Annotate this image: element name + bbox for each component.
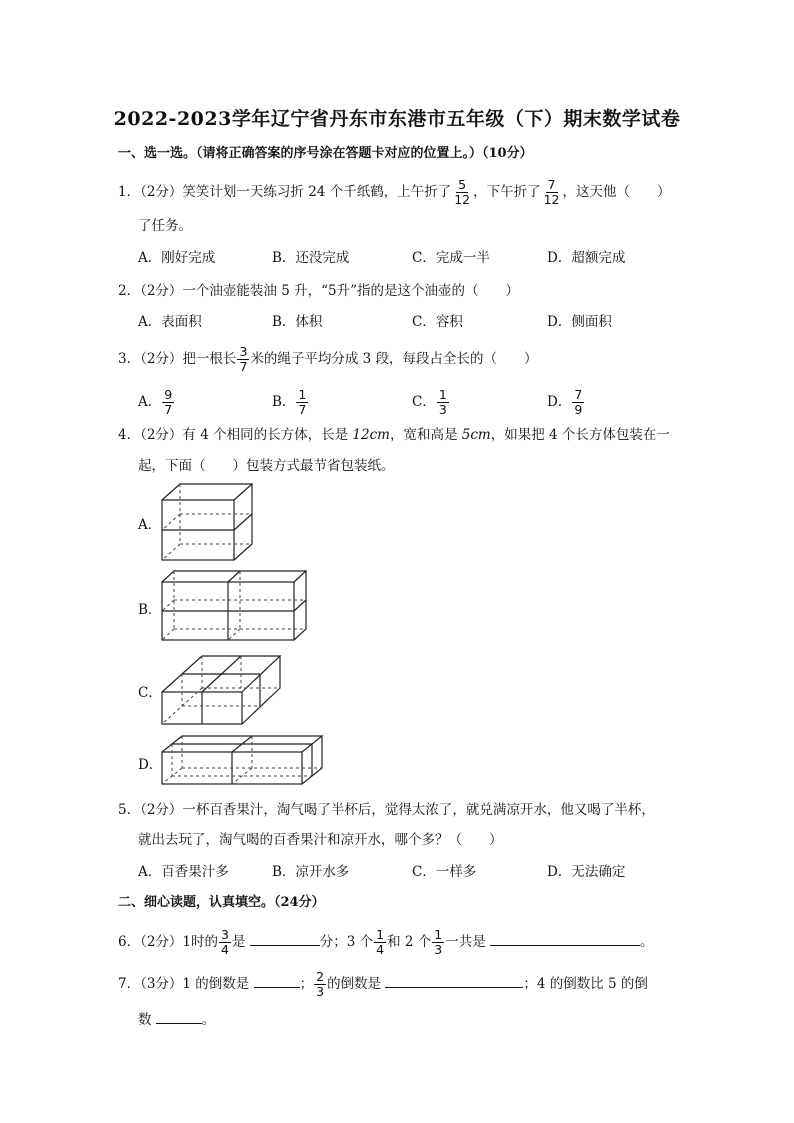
q1-option-d[interactable]: D．超额完成	[547, 250, 626, 266]
q7-answer-blank-1[interactable]	[254, 973, 300, 988]
q5-option-c[interactable]: C．一样多	[412, 864, 477, 880]
q1-text-mid: ，下午折了	[473, 184, 541, 200]
q4-option-a-figure	[160, 480, 256, 564]
q3-option-a[interactable]: A． $\frac{9}{7}$	[138, 387, 173, 417]
q3-option-b-fraction: $\frac{1}{7}$	[298, 387, 307, 417]
q2-option-a[interactable]: A．表面积	[138, 314, 202, 330]
question-5-line-1: 5．（2分）一杯百香果汁，淘气喝了半杯后，觉得太浓了，就兑满凉开水，他又喝了半杯，	[118, 802, 655, 818]
q4-option-d-label[interactable]: D．	[138, 757, 163, 773]
question-7: 7．（3分）1 的倒数是 ； $\frac{2}{3}$ 的倒数是 ；4 的倒数比 5 的倒	[118, 969, 648, 999]
q3-option-c-fraction: $\frac{1}{3}$	[438, 387, 447, 417]
q3-text-post: 米的绳子平均分成 3 段，每段占全长的（ ）	[250, 351, 538, 367]
q1-text-pre: 1．（2分）笑笑计划一天练习折 24 个千纸鹤，上午折了	[118, 184, 452, 200]
question-2: 2．（2分）一个油壶能装油 5 升，“5升”指的是这个油壶的（ ）	[118, 283, 519, 299]
q4-option-b-label[interactable]: B．	[138, 602, 162, 618]
q4-option-d-figure	[160, 734, 324, 788]
q2-option-b[interactable]: B．体积	[272, 314, 323, 330]
question-4: 4．（2分）有 4 个相同的长方体，长是 12cm，宽和高是 5cm，如果把 4 个长方体包装在一	[118, 427, 670, 443]
q7-fraction: $\frac{2}{3}$	[316, 969, 325, 999]
question-5-line-2: 就出去玩了，淘气喝的百香果汁和凉开水，哪个多？（ ）	[138, 832, 503, 848]
q1-fraction-2: $\frac{7}{12}$	[543, 177, 560, 207]
q1-option-b[interactable]: B．还没完成	[272, 250, 350, 266]
q6-fraction-1: $\frac{3}{4}$	[221, 927, 229, 957]
q3-text-pre: 3．（2分）把一根长	[118, 351, 237, 367]
question-1	[118, 178, 671, 207]
question-6: 6．（2分）1时的 $\frac{3}{4}$ 是 分；3 个 $\frac{1}{4}$ 和 2 个 $\frac{1}{3}$ 一共是 。	[118, 927, 654, 957]
q2-option-c[interactable]: C．容积	[412, 314, 463, 330]
q4-line-2: 起，下面（ ）包装方式最节省包装纸。	[138, 458, 395, 474]
q6-answer-blank-2[interactable]	[490, 931, 640, 946]
q3-option-a-fraction: $\frac{9}{7}$	[164, 387, 173, 417]
q7-line-2: 数 。	[138, 1009, 215, 1030]
q1-text-post: ，这天他（ ）	[562, 184, 671, 200]
q3-option-b[interactable]: B． $\frac{1}{7}$	[272, 387, 307, 417]
q5-option-b[interactable]: B．凉开水多	[272, 864, 350, 880]
q2-option-d[interactable]: D．侧面积	[547, 314, 612, 330]
q3-option-d-fraction: $\frac{7}{9}$	[574, 387, 583, 417]
section-1-heading: 一、选一选。（请将正确答案的序号涂在答题卡对应的位置上。）（10分）	[118, 146, 533, 161]
q7-answer-blank-2[interactable]	[385, 973, 523, 988]
q5-option-a[interactable]: A．百香果汁多	[138, 864, 229, 880]
q4-option-c-figure	[160, 652, 282, 728]
question-3	[118, 345, 538, 374]
q1-option-c[interactable]: C．完成一半	[412, 250, 490, 266]
exam-title: 2022-2023学年辽宁省丹东市东港市五年级（下）期末数学试卷	[113, 108, 681, 130]
q3-option-d[interactable]: D． $\frac{7}{9}$	[547, 387, 583, 417]
q4-option-b-figure	[160, 568, 310, 644]
q4-option-a-label[interactable]: A．	[138, 517, 162, 533]
q6-fraction-2: $\frac{1}{4}$	[376, 927, 385, 957]
q4-length-value: 12cm	[352, 427, 390, 443]
q6-fraction-3: $\frac{1}{3}$	[434, 927, 443, 957]
q7-answer-blank-3[interactable]	[156, 1009, 202, 1024]
q1-fraction-1: $\frac{5}{12}$	[454, 177, 471, 207]
q4-option-c-label[interactable]: C．	[138, 685, 162, 701]
section-2-heading: 二、细心读题，认真填空。（24分）	[118, 895, 325, 910]
q6-answer-blank-1[interactable]	[250, 931, 320, 946]
q1-option-a[interactable]: A．刚好完成	[138, 250, 216, 266]
q1-line-2: 了任务。	[138, 218, 192, 234]
q5-option-d[interactable]: D．无法确定	[547, 864, 626, 880]
q3-fraction: $\frac{3}{7}$	[239, 344, 248, 374]
q3-option-c[interactable]: C． $\frac{1}{3}$	[412, 387, 447, 417]
q4-width-value: 5cm	[461, 427, 491, 443]
